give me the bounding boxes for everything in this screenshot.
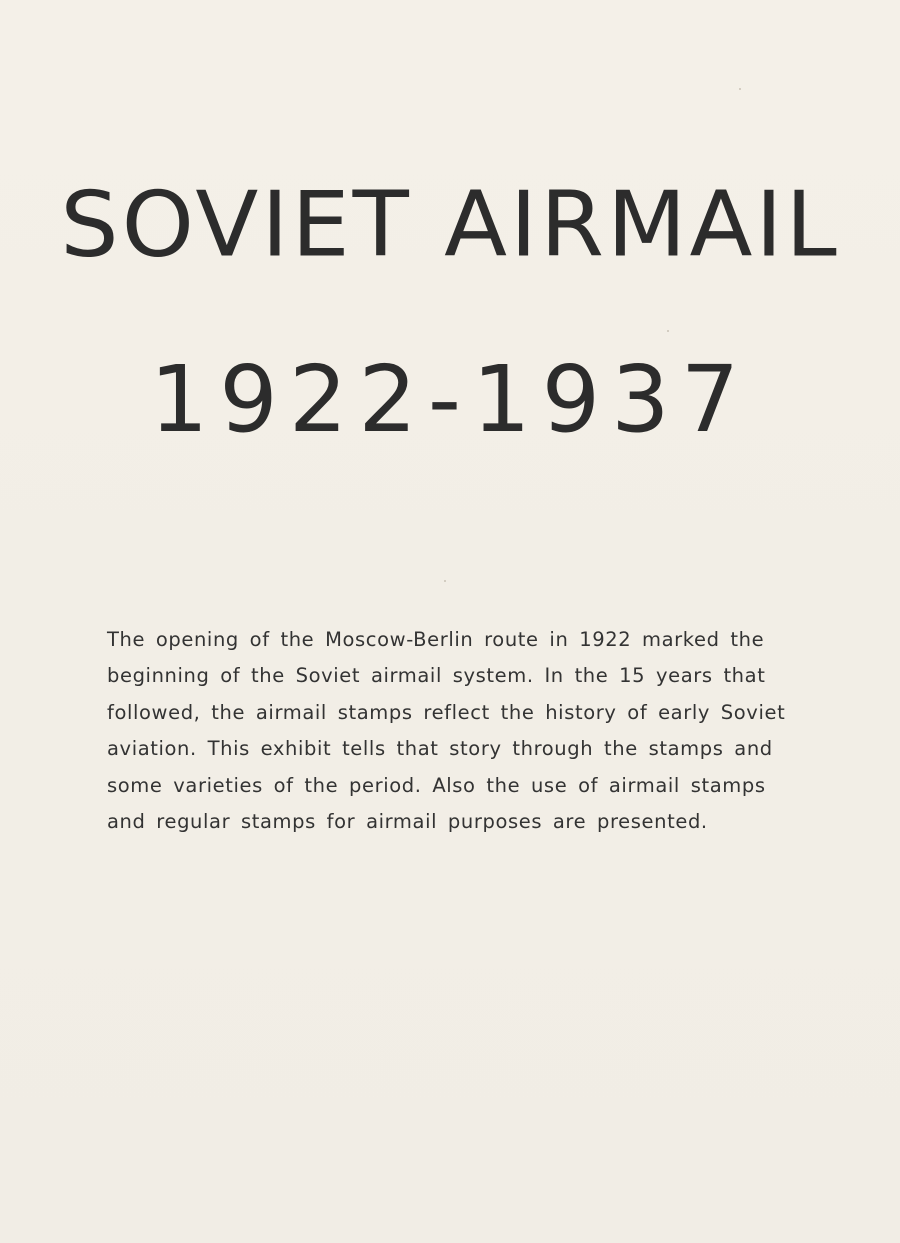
intro-paragraph	[107, 622, 822, 840]
intro-line: some varieties of the period. Also the use of airmail stamps	[107, 773, 766, 797]
intro-line: beginning of the Soviet airmail system. In the 15 years that	[107, 664, 766, 688]
paper-speck	[739, 88, 741, 90]
intro-line: followed, the airmail stamps reflect the history of early Soviet	[107, 700, 786, 724]
paper-speck	[667, 330, 669, 332]
intro-line: The opening of the Moscow-Berlin route in 1922 marked the	[107, 628, 765, 651]
page-title: SOVIET AIRMAIL	[60, 172, 840, 277]
intro-line: and regular stamps for airmail purposes are presented.	[107, 810, 708, 834]
paper-speck	[444, 580, 446, 582]
intro-line: aviation. This exhibit tells that story through the stamps and	[107, 737, 773, 761]
date-range: 1922-1937	[149, 346, 751, 453]
